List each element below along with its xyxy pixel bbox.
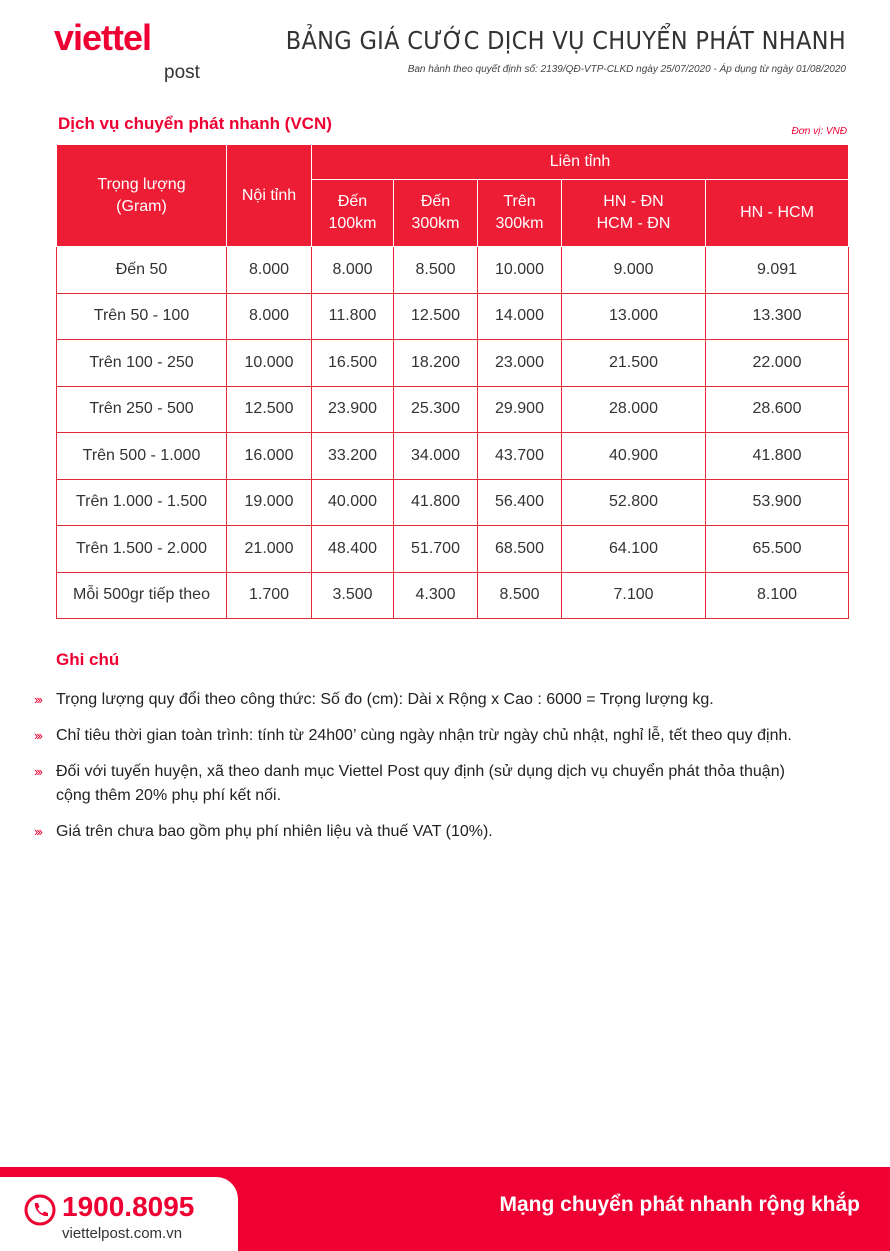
note-text: cộng thêm 20% phụ phí kết nối. [56,787,282,804]
document-title: BẢNG GIÁ CƯỚC DỊCH VỤ CHUYỂN PHÁT NHANH [285,26,846,55]
price-cell: 16.000 [227,433,312,480]
note-text: Giá trên chưa bao gồm phụ phí nhiên liệu và thuế VAT (10%). [56,823,493,840]
price-cell: 48.400 [312,526,394,573]
footer-contact-panel [0,1177,238,1251]
price-table [56,144,849,619]
table-row [57,247,849,294]
price-cell: 8.000 [312,247,394,294]
price-cell: 43.700 [478,433,562,480]
website-link[interactable]: viettelpost.com.vn [62,1225,183,1242]
price-cell: 41.800 [394,479,478,526]
logo-subtext: post [164,62,200,83]
price-cell: 41.800 [706,433,849,480]
price-cell: 51.700 [394,526,478,573]
price-cell: 16.500 [312,340,394,387]
price-cell: 13.300 [706,293,849,340]
price-cell: 53.900 [706,479,849,526]
note-item [34,760,864,808]
weight-range-cell: Đến 50 [57,247,227,294]
price-cell: 7.100 [562,572,706,619]
price-cell: 23.000 [478,340,562,387]
price-cell: 8.000 [227,247,312,294]
price-cell: 14.000 [478,293,562,340]
price-cell: 56.400 [478,479,562,526]
price-cell: 21.500 [562,340,706,387]
note-item [34,820,864,844]
footer-bar [0,1167,890,1251]
header-intra-province: Nội tỉnh [227,145,312,247]
hotline-number[interactable]: 1900.8095 [62,1191,195,1222]
header-up-to-100km: Đến 100km [312,180,394,247]
chevron-bullet-icon: ››› [34,824,41,839]
phone-icon [24,1194,56,1226]
price-cell: 3.500 [312,572,394,619]
weight-range-cell: Trên 1.500 - 2.000 [57,526,227,573]
price-cell: 23.900 [312,386,394,433]
header-hn-dn-hcm-dn: HN - ĐN HCM - ĐN [562,180,706,247]
header-inter-province: Liên tỉnh [312,145,849,180]
viettel-post-logo [54,18,224,88]
price-cell: 25.300 [394,386,478,433]
currency-unit: Đơn vị: VNĐ [791,126,847,137]
price-cell: 22.000 [706,340,849,387]
table-row [57,293,849,340]
document-subtitle: Ban hành theo quyết định số: 2139/QĐ-VTP-CLKD ngày 25/07/2020 - Áp dụng từ ngày 01/08/2020 [407,64,846,75]
weight-range-cell: Trên 100 - 250 [57,340,227,387]
header-hn-hcm: HN - HCM [706,180,849,247]
price-cell: 11.800 [312,293,394,340]
weight-range-cell: Trên 250 - 500 [57,386,227,433]
price-cell: 21.000 [227,526,312,573]
price-cell: 65.500 [706,526,849,573]
header-weight: Trọng lượng (Gram) [57,145,227,247]
price-cell: 8.500 [478,572,562,619]
price-cell: 10.000 [227,340,312,387]
price-cell: 12.500 [227,386,312,433]
price-cell: 28.000 [562,386,706,433]
table-row [57,479,849,526]
price-cell: 9.000 [562,247,706,294]
price-cell: 18.200 [394,340,478,387]
notes-list [34,688,864,856]
note-item [34,724,864,748]
chevron-bullet-icon: ››› [34,764,41,779]
price-cell: 4.300 [394,572,478,619]
price-cell: 68.500 [478,526,562,573]
price-cell: 8.100 [706,572,849,619]
price-cell: 9.091 [706,247,849,294]
footer-slogan: Mạng chuyển phát nhanh rộng khắp [499,1193,860,1216]
table-row [57,340,849,387]
price-cell: 12.500 [394,293,478,340]
note-item [34,688,864,712]
price-cell: 13.000 [562,293,706,340]
price-cell: 40.900 [562,433,706,480]
price-cell: 1.700 [227,572,312,619]
chevron-bullet-icon: ››› [34,728,41,743]
price-cell: 8.000 [227,293,312,340]
price-cell: 34.000 [394,433,478,480]
notes-title: Ghi chú [56,650,120,669]
chevron-bullet-icon: ››› [34,692,41,707]
logo-wordmark: viettel [54,17,152,58]
price-cell: 10.000 [478,247,562,294]
weight-range-cell: Trên 1.000 - 1.500 [57,479,227,526]
table-row [57,526,849,573]
weight-range-cell: Trên 500 - 1.000 [57,433,227,480]
header-over-300km: Trên 300km [478,180,562,247]
table-row [57,572,849,619]
weight-range-cell: Mỗi 500gr tiếp theo [57,572,227,619]
table-row [57,433,849,480]
price-cell: 33.200 [312,433,394,480]
note-text: Đối với tuyến huyện, xã theo danh mục Viettel Post quy định (sử dụng dịch vụ chuyển phát thỏa thuận) [56,763,785,780]
note-text: Chỉ tiêu thời gian toàn trình: tính từ 24h00’ cùng ngày nhận trừ ngày chủ nhật, nghỉ lễ, tết theo quy định. [56,727,792,744]
table-row [57,386,849,433]
note-text: Trọng lượng quy đổi theo công thức: Số đo (cm): Dài x Rộng x Cao : 6000 = Trọng lượng kg. [56,691,714,708]
price-cell: 40.000 [312,479,394,526]
price-cell: 28.600 [706,386,849,433]
price-cell: 19.000 [227,479,312,526]
weight-range-cell: Trên 50 - 100 [57,293,227,340]
price-cell: 64.100 [562,526,706,573]
price-cell: 8.500 [394,247,478,294]
price-cell: 29.900 [478,386,562,433]
header-up-to-300km: Đến 300km [394,180,478,247]
section-title: Dịch vụ chuyển phát nhanh (VCN) [58,114,332,133]
price-cell: 52.800 [562,479,706,526]
